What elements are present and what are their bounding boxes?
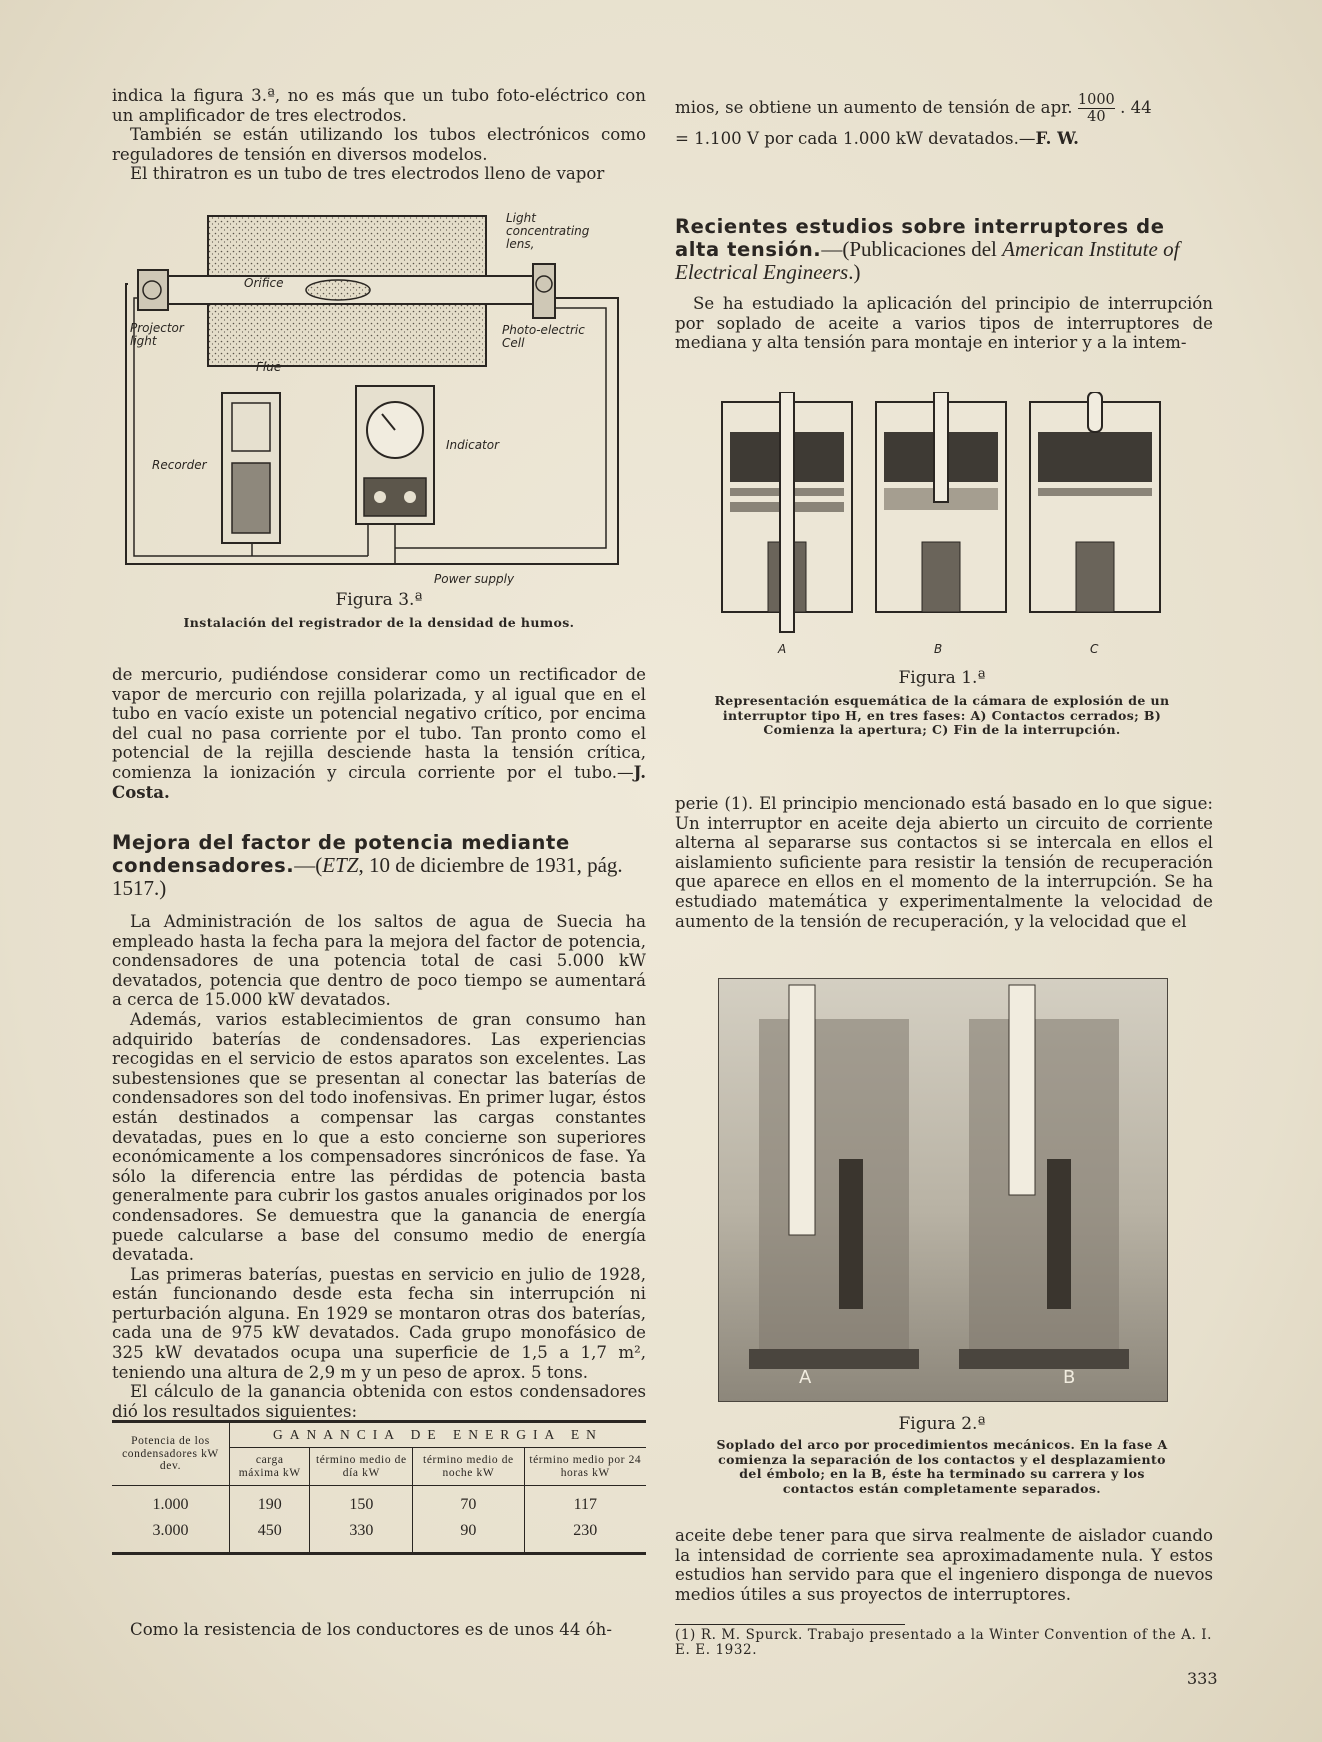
figure-3-caption: [112, 590, 646, 631]
table-header-potencia: Potencia de los condensadores kW dev.: [112, 1422, 229, 1486]
table-header-dia: término medio de día kW: [310, 1448, 413, 1486]
label-orifice: Orifice: [244, 276, 284, 290]
fig1-label-c: C: [1090, 642, 1099, 656]
table-row: 3.000 450 330 90 230: [112, 1516, 646, 1554]
article-capacitors: [112, 832, 646, 1421]
table-row: 1.000 190 150 70 117: [112, 1486, 646, 1517]
interrupters-paragraph-2: perie (1). El principio mencionado está basado en lo que sigue: Un interruptor en aceite deja abierto un circuito de corriente alterna al separarse sus contactos si se intercala en ellos el aislamiento suficiente para resistir la tensión de recuperación que aparece en ellos en el momento de la interrupción. Se ha estudiado matemática y experimentalmente la velocidad de aumento de la tensión de recuperación, y la velocidad que el: [675, 794, 1213, 931]
capacitors-paragraph-2: Además, varios establecimientos de gran consumo han adquirido baterías de condensadores. Las experiencias recogidas en el servicio de estos aparatos son excelentes. Las subestensiones que se presentan al conectar las baterías de condensadores son del todo inofensivas. En primer lugar, éstos están destinados a compensar las cargas constantes devatadas, pues en lo que a esto concierne son superiores económicamente a los compensadores sincrónicos de fase. Ya sólo la diferencia entre las pérdidas de potencia basta generalmente para cubrir los gastos anuales originados por los condensadores. Se demuestra que la ganancia de energía puede calcularse a base del consumo medio de energía devatada.: [112, 1009, 646, 1265]
figure-1-title: Figura 1.ª: [898, 668, 986, 688]
chamber-a: [722, 392, 852, 632]
byline-costa: J. Costa.: [112, 761, 646, 802]
label-photo-cell: Photo-electric Cell: [502, 323, 585, 350]
byline-fw: F. W.: [1035, 128, 1079, 148]
fig1-label-a: A: [778, 642, 787, 656]
figure-2-caption-text: Soplado del arco por procedimientos mecánicos. En la fase A comienza la separación de los contactos y el desplazamiento del émbolo; en la B, éste ha terminado su carrera y los contactos están completamente separados.: [716, 1437, 1168, 1496]
mercury-paragraph: de mercurio, pudiéndose considerar como un rectificador de vapor de mercurio con rejilla polarizada, y al igual que en el tubo en vacío existe un potencial negativo crítico, por encima del cual no pasa corriente por el tubo. Tan pronto como el potencial de la rejilla desciende hasta la tensión crítica, comienza la ionización y circula corriente por el tubo.—J. Costa.: [112, 665, 646, 802]
figure-3-caption-text: Instalación del registrador de la densidad de humos.: [183, 615, 575, 630]
table-header-24h: término medio por 24 horas kW: [529, 1454, 642, 1479]
table-header-ganancia: GANANCIA DE ENERGIA EN: [229, 1422, 646, 1448]
label-recorder: Recorder: [152, 458, 207, 472]
label-flue: Flue: [256, 360, 282, 374]
photo-cell: [533, 264, 555, 318]
capacitors-paragraph-1: La Administración de los saltos de agua de Suecia ha empleado hasta la fecha para la mejora del factor de potencia, condensadores de una potencia total de casi 5.000 kW devatados, potencia que dentro de poco tiempo se aumentará a cerca de 15.000 kW devatados.: [112, 912, 646, 1010]
mercury-section: [112, 665, 646, 802]
right-top-section: [675, 92, 1213, 149]
interrupters-closing: [675, 1526, 1213, 1604]
fig2-label-a: A: [799, 1367, 812, 1388]
closing-section: [112, 1620, 646, 1640]
figure-2-photo: [718, 978, 1168, 1402]
fig1-label-b: B: [934, 642, 943, 656]
chamber-b: [876, 392, 1006, 612]
label-light-lens: Light concentrating lens,: [506, 211, 590, 251]
figure-2-caption: [712, 1414, 1172, 1496]
interrupters-body: [675, 794, 1213, 931]
footnote-section: [675, 1628, 1213, 1657]
formula-fraction: $\frac{1000}{40}$: [1077, 92, 1115, 125]
interrupters-paragraph-1: Se ha estudiado la aplicación del principio de interrupción por soplado de aceite a varios tipos de interruptores de mediana y alta tensión para montaje en interior y a la intem-: [675, 294, 1213, 353]
formula-result: = 1.100 V por cada 1.000 kW devatados.—F. W.: [675, 128, 1079, 148]
article-capacitors-headline: Mejora del factor de potencia mediante condensadores.—(ETZ, 10 de diciembre de 1931, pág. 1517.): [112, 831, 623, 900]
closing-paragraph: Como la resistencia de los conductores es de unos 44 óh-: [130, 1620, 612, 1639]
energy-gain-table: [112, 1420, 646, 1555]
figure-1-caption: [712, 668, 1172, 738]
left-column: [112, 86, 646, 184]
capacitors-paragraph-3: Las primeras baterías, puestas en servicio en julio de 1928, están funcionando desde esta fecha sin interrupción ni perturbación alguna. En 1929 se montaron otras dos baterías, cada una de 975 kW devatados. Cada grupo monofásico de 325 kW devatados ocupa una superficie de 1,5 a 1,7 m², teniendo una altura de 2,9 m y un peso de aprox. 5 tons.: [112, 1264, 646, 1382]
interrupters-paragraph-3: aceite debe tener para que sirva realmente de aislador cuando la intensidad de corriente sea aproximadamente nula. Y estos estudios han servido para que el ingeniero disponga de nuevos medios útiles a sus proyectos de interruptores.: [675, 1526, 1213, 1604]
intro-paragraph: indica la figura 3.ª, no es más que un tubo foto-eléctrico con un amplificador de tres electrodos.: [112, 86, 646, 125]
label-indicator: Indicator: [446, 438, 500, 452]
smoke-density-diagram: [118, 208, 638, 598]
chamber-c: [1030, 392, 1160, 612]
label-power-supply: Power supply: [434, 572, 515, 586]
footnote: (1) R. M. Spurck. Trabajo presentado a la Winter Convention of the A. I. E. E. 1932.: [675, 1627, 1213, 1658]
arc-blowing-photo: [719, 979, 1167, 1401]
explosion-chamber-diagrams: [718, 392, 1168, 660]
figure-3-title: Figura 3.ª: [335, 590, 423, 610]
figure-3: [118, 208, 638, 598]
figure-1-caption-text: Representación esquemática de la cámara de explosión de un interruptor tipo H, en tres fases: A) Contactos cerrados; B) Comienza la apertura; C) Fin de la interrupción.: [714, 693, 1170, 737]
fig2-label-b: B: [1063, 1367, 1076, 1388]
figure-1: [718, 392, 1168, 660]
tubes-paragraph: También se están utilizando los tubos electrónicos como reguladores de tensión en diversos modelos.: [112, 125, 646, 164]
table-header-carga: carga máxima kW: [229, 1448, 310, 1486]
article-interrupters-headline: Recientes estudios sobre interruptores de alta tensión.—(Publicaciones del American Institute of Electrical Engineers.): [675, 215, 1180, 284]
thyratron-paragraph: El thiratron es un tubo de tres electrodos lleno de vapor: [130, 164, 605, 184]
article-interrupters: [675, 216, 1213, 353]
table-header-noche: término medio de noche kW: [413, 1448, 524, 1486]
orifice: [306, 280, 370, 300]
figure-2-title: Figura 2.ª: [898, 1414, 986, 1434]
energy-table: [112, 1420, 646, 1555]
capacitors-paragraph-4: El cálculo de la ganancia obtenida con estos condensadores dió los resultados siguientes:: [112, 1382, 646, 1421]
page-number: 333: [1187, 1669, 1218, 1688]
label-projector: Projector light: [130, 321, 184, 348]
formula-line: mios, se obtiene un aumento de tensión de apr. $\frac{1000}{40}$ . 44: [675, 92, 1152, 125]
